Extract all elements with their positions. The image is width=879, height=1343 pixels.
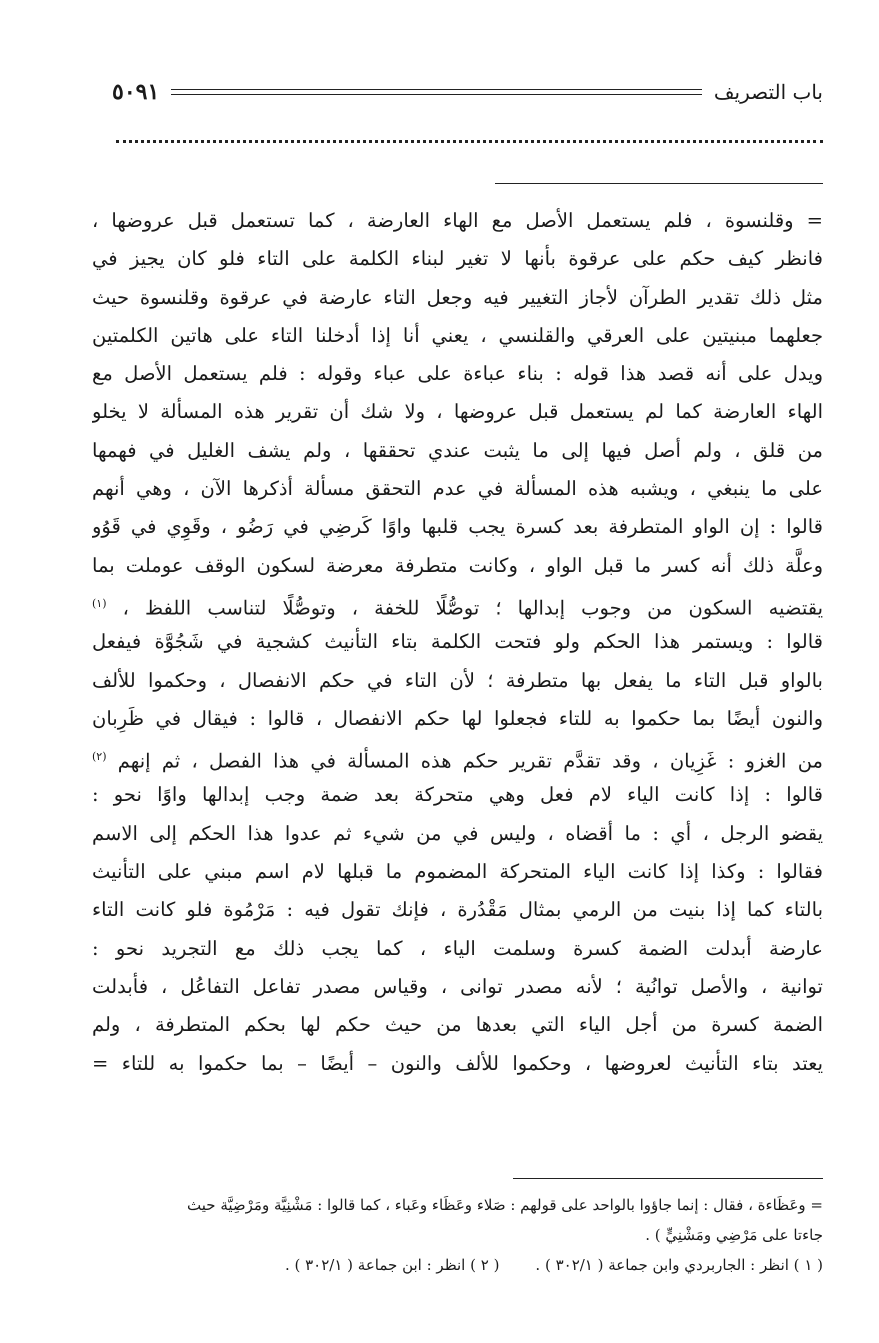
section-rule (495, 183, 823, 184)
footnotes (150, 1190, 823, 1280)
body-line: يقضو الرجل ، أي : ما أقضاه ، وليس في من شيء ثم عدوا هذا الحكم إلى الاسم (92, 821, 823, 845)
body-line: على ما ينبغي ، ويشبه هذه المسألة في عدم التحقق مسألة أذكرها الآن ، وهي أنهم (92, 477, 823, 501)
body-line: عارضة أبدلت الضمة كسرة وسلمت الياء ، كما يجب ذلك مع التجريد نحو : (92, 936, 823, 960)
body-line-with-ref2 (92, 738, 823, 776)
footnote-ref-2: (٢) (92, 750, 107, 764)
body-line: من قلق ، ولم أصل فيها إلى ما يثبت عندي تحققها ، ولم يشف الغليل في فهمها (92, 438, 823, 462)
footnote-refs-line (150, 1250, 823, 1280)
body-line: قالوا : إذا كانت الياء لام فعل وهي متحركة بعد ضمة وجب إبدالها واوًا نحو : (92, 783, 823, 807)
body-line: قالوا : إن الواو المتطرفة بعد كسرة يجب قلبها واوًا كَرضِي في رَضُو ، وقَوِي في قَوُو (92, 515, 823, 539)
running-header (112, 74, 823, 110)
body-line-with-ref1 (92, 585, 823, 623)
footnote-rule (513, 1178, 823, 1179)
body-line: يعتد بتاء التأنيث لعروضها ، وحكموا للألف والنون – أيضًا – بما حكموا به للتاء = (92, 1051, 823, 1075)
footnote-ref-1: (١) (92, 596, 107, 610)
body-line: الضمة كسرة من أجل الياء التي بعدها من حيث حكم لها بحكم المتطرفة ، ولم (92, 1013, 823, 1037)
body-line: وعلَّة ذلك أنه كسر ما قبل الواو ، وكانت متطرفة معرضة لسكون الوقف عوملت بما (92, 553, 823, 577)
footnote-2: ( ٢ ) انظر : ابن جماعة ( ٣٠٢/١ ) . (284, 1256, 500, 1274)
body-line: والنون أيضًا بما حكموا به للتاء فجعلوا لها حكم الانفصال ، قالوا : فيقال في ظَرِبان (92, 706, 823, 730)
body-line: توانية ، والأصل توانُية ؛ لأنه مصدر توانى ، وقياس مصدر تفاعل التفاعُل ، فأبدلت (92, 974, 823, 998)
body-line: بالتاء كما إذا بنيت من الرمي بمثال مَقْدُرة ، فإنك تقول فيه : مَرْمُوة فلو كانت التاء (92, 898, 823, 922)
body-line: قالوا : ويستمر هذا الحكم ولو فتحت الكلمة بتاء التأنيث كشجية في شَجُوَّة فيفعل (92, 630, 823, 654)
body-text (92, 202, 823, 1083)
body-line: جعلهما مبنيتين على العرقي والقلنسي ، يعني أنا إذا أدخلنا التاء على هاتين الكلمتين (92, 323, 823, 347)
footnote-1: ( ١ ) انظر : الجاربردي وابن جماعة ( ٣٠٢/١ ) . (535, 1256, 823, 1274)
footnote-continuation: جاءتا على مَرْضِي ومَشْنِيٍّ ) . (645, 1226, 823, 1244)
page-number: ٥٠٩١ (112, 79, 160, 105)
body-line: فانظر كيف حكم على عرقوة بأنها لا تغير لبناء الكلمة على التاء فلو كان يجيز في (92, 247, 823, 271)
footnote-continuation: = وعَظَاءة ، فقال : إنما جاؤوا بالواحد على قولهم : صَلاء وعَظَاء وعَباء ، كما قالوا : مَشْنِيَّة ومَرْضِيَّة حيث (187, 1196, 823, 1214)
header-rule (171, 89, 702, 95)
body-line: فقالوا : وكذا إذا كانت الياء المتحركة المضموم ما قبلها لام اسم مبني على التأنيث (92, 860, 823, 884)
body-line-text: يقتضيه السكون من وجوب إبدالها ؛ توصُّلًا للخفة ، وتوصُّلًا لتناسب اللفظ ، (122, 596, 823, 620)
body-line: = وقلنسوة ، فلم يستعمل الأصل مع الهاء العارضة ، كما تستعمل قبل عروضها ، (92, 209, 823, 232)
body-line: ويدل على أنه قصد هذا قوله : بناء عباءة على عباء وقوله : فلم يستعمل الأصل مع (92, 362, 823, 386)
body-line: الهاء العارضة كما لم يستعمل قبل عروضها ، ولا شك أن تقرير هذه المسألة لا يخلو (92, 400, 823, 424)
body-line: بالواو قبل التاء ما يفعل بها متطرفة ؛ لأن التاء في حكم الانفصال ، وحكموا للألف (92, 668, 823, 692)
dotted-separator (116, 140, 823, 143)
body-line: مثل ذلك تقدير الطرآن لأجاز التغيير فيه وجعل التاء عارضة في عرقوة وقلنسوة حيث (92, 285, 823, 309)
chapter-title: باب التصريف (713, 80, 823, 104)
body-line-text: من الغزو : غَزِيان ، وقد تقدَّم تقرير حكم هذه المسألة في هذا الفصل ، ثم إنهم (117, 749, 823, 773)
